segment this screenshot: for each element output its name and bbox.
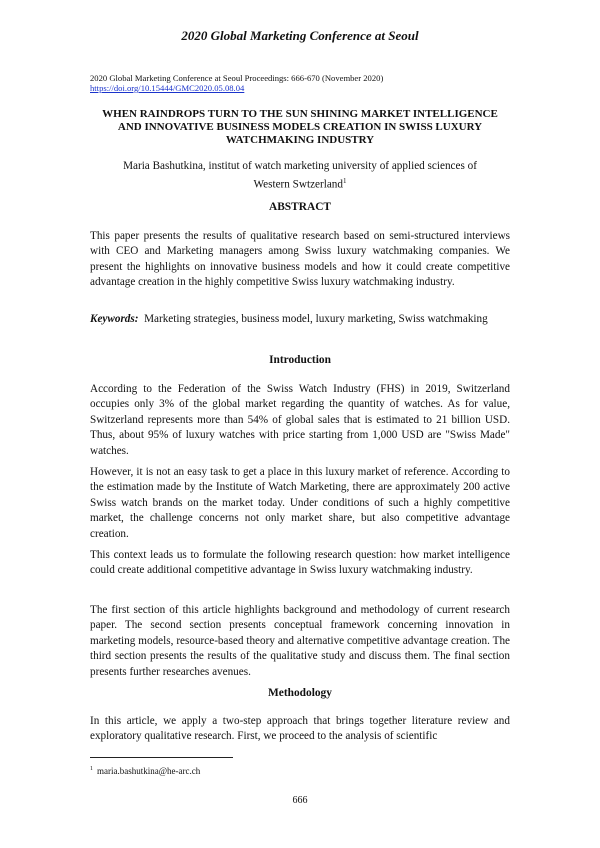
footnote-number: 1 (90, 766, 93, 772)
methodology-heading: Methodology (268, 687, 332, 699)
methodology-paragraph: In this article, we apply a two-step approach that brings together literature review and exploratory qualitative research. First, we proceed to the analysis of scientific (90, 715, 510, 743)
intro-paragraph-1: According to the Federation of the Swiss Watch Industry (FHS) in 2019, Switzerland occupies only 3% of the global market regarding the quantity of watches. As for value, Switzerland represents more than 54% of global sales that is estimated to 21 billion USD. Thus, about 95% of luxury watches with price starting from 1,000 USD are "Swiss Made" watches. (90, 383, 510, 457)
abstract-heading: ABSTRACT (268, 201, 332, 213)
intro-paragraph-2: However, it is not an easy task to get a place in this luxury market of reference. According to the estimation made by the Institute of Watch Marketing, there are approximately 200 active Swiss watch brands on the market today. Under conditions of such a highly competitive market, the challenge concerns not only market share, but also competitive advantage creation. (90, 466, 510, 540)
footnote-email: maria.bashutkina@he-arc.ch (97, 766, 201, 776)
author-line-2: Western Swtzerland (253, 178, 343, 191)
keywords-label: Keywords: (90, 313, 139, 325)
footnote-marker: 1 (343, 177, 347, 185)
intro-paragraph-4: The first section of this article highlights background and methodology of current research paper. The second section presents conceptual framework concerning innovation in marketing models, resource-based theory and alternative competitive advantage creation. The third section presents the results of the qualitative study and discuss them. The final section presents further researches avenues. (90, 604, 510, 678)
footnote (90, 764, 200, 777)
keywords (90, 312, 510, 327)
author-affiliation (90, 159, 510, 193)
page-number: 666 (292, 795, 308, 806)
introduction-heading: Introduction (269, 354, 331, 366)
author-line-1: Maria Bashutkina, institut of watch marketing university of applied sciences of (123, 160, 477, 172)
running-header: 2020 Global Marketing Conference at Seoul (181, 28, 419, 43)
abstract-text: This paper presents the results of qualitative research based on semi-structured interviews with CEO and Marketing managers among Swiss luxury watchmaking companies. We present the highlights on innovative business models and how it could create competitive advantage creation in the highly competitive Swiss luxury watchmaking industry. (90, 230, 510, 289)
intro-paragraph-3: This context leads us to formulate the following research question: how market intelligence could create additional competitive advantage in Swiss luxury watchmaking industry. (90, 549, 510, 577)
footnote-divider (90, 757, 233, 758)
proceedings-citation: 2020 Global Marketing Conference at Seoul Proceedings: 666-670 (November 2020) (90, 73, 384, 83)
doi-link[interactable]: https://doi.org/10.15444/GMC2020.05.08.04 (90, 83, 245, 93)
keywords-text: Marketing strategies, business model, luxury marketing, Swiss watchmaking (144, 313, 488, 325)
paper-title: WHEN RAINDROPS TURN TO THE SUN SHINING MARKET INTELLIGENCE AND INNOVATIVE BUSINESS MODELS CREATION IN SWISS LUXURY WATCHMAKING INDUSTRY (102, 108, 498, 146)
